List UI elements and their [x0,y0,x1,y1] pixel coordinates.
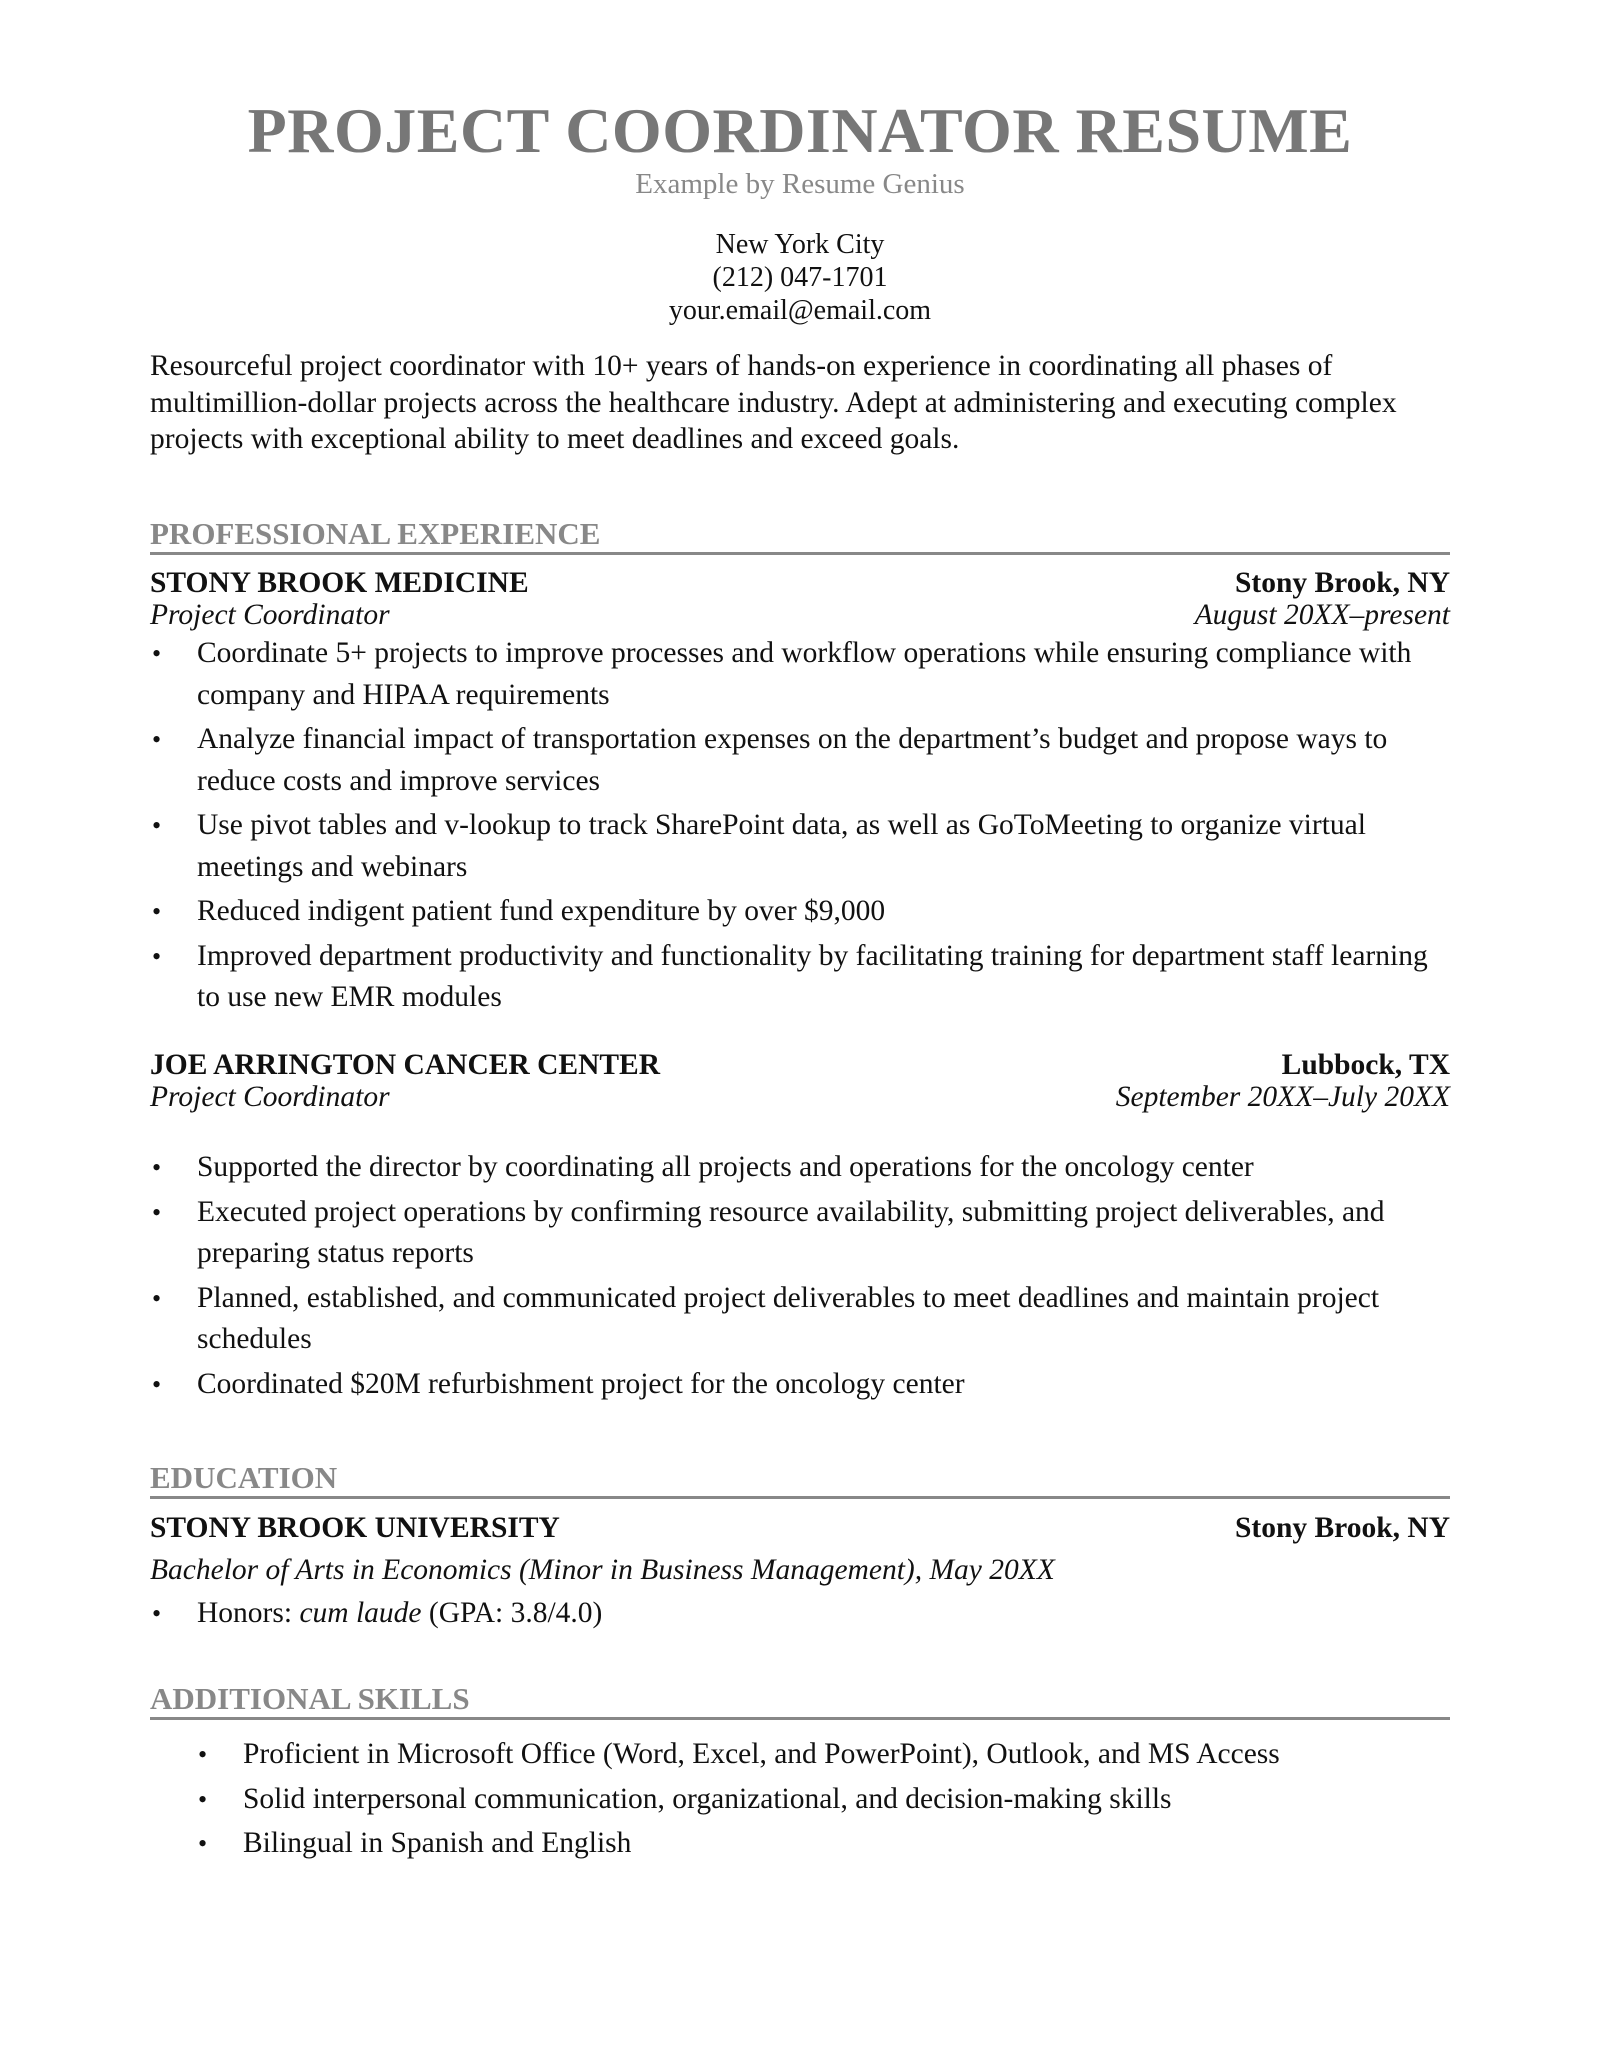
education-school: STONY BROOK UNIVERSITY [150,1512,560,1544]
contact-email: your.email@email.com [668,295,932,326]
list-item [150,1593,1450,1635]
bullet-icon: • [152,1599,162,1628]
list-item: • Use pivot tables and v-lookup to track SharePoint data, as well as GoToMeeting to organize virtual meetings and webinars [150,805,1450,888]
job-1-bullets [150,633,1450,1022]
bullet-icon: • [198,1784,208,1814]
summary-paragraph: Resourceful project coordinator with 10+ years of hands-on experience in coordinating all phases of multimillion-dollar projects across the healthcare industry. Adept at administering and executing complex projects with exceptional ability to meet deadlines and exceed goals. [150,350,1397,455]
job-1-dates: August 20XX–present [1194,599,1450,631]
bullet-icon: • [152,1369,162,1399]
honors-value: cum laude [299,1597,422,1629]
bullet-icon: • [198,1740,208,1769]
bullet-icon: • [152,1197,162,1227]
list-item: • Bilingual in Spanish and English [150,1823,1450,1865]
bullet-icon: • [152,1153,162,1182]
list-item: • Coordinated $20M refurbishment project for the oncology center [150,1364,1450,1406]
skills-heading: ADDITIONAL SKILLS [150,1681,1450,1720]
education-subheader [150,1553,1450,1587]
list-item: • Proficient in Microsoft Office (Word, Excel, and PowerPoint), Outlook, and MS Access [150,1734,1450,1776]
job-2-employer: JOE ARRINGTON CANCER CENTER [150,1049,661,1081]
job-2-subheader [150,1080,1450,1114]
honors-label: Honors: [197,1597,300,1629]
job-2-location: Lubbock, TX [1281,1049,1450,1081]
job-1-header [150,566,1450,600]
list-item: • Analyze financial impact of transportation expenses on the department’s budget and propose ways to reduce costs and improve services [150,719,1450,802]
education-header [150,1511,1450,1545]
bullet-icon: • [152,639,162,668]
job-1-employer: STONY BROOK MEDICINE [150,567,529,599]
list-item: • Reduced indigent patient fund expenditure by over $9,000 [150,891,1450,933]
honors-gpa: (GPA: 3.8/4.0) [421,1597,603,1629]
job-2-role: Project Coordinator [150,1081,390,1113]
list-item: • Solid interpersonal communication, organizational, and decision-making skills [150,1779,1450,1821]
list-item: • Improved department productivity and functionality by facilitating training for department staff learning to use new EMR modules [150,936,1450,1019]
skills-bullets [150,1734,1450,1868]
job-1-role: Project Coordinator [150,599,390,631]
job-1-subheader [150,598,1450,632]
bullet-icon: • [152,897,162,926]
list-item: • Supported the director by coordinating all projects and operations for the oncology center [150,1147,1450,1189]
job-1-location: Stony Brook, NY [1234,567,1450,599]
bullet-icon: • [152,1283,162,1313]
bullet-icon: • [152,725,162,754]
education-location: Stony Brook, NY [1234,1512,1450,1544]
list-item: • Executed project operations by confirming resource availability, submitting project deliverables, and preparing status reports [150,1192,1450,1275]
job-2-dates: September 20XX–July 20XX [1115,1081,1450,1113]
resume-title: PROJECT COORDINATOR RESUME [247,95,1353,166]
contact-phone: (212) 047-1701 [712,262,888,293]
education-heading: EDUCATION [150,1460,1450,1499]
contact-block [150,228,1450,327]
experience-heading: PROFESSIONAL EXPERIENCE [150,516,1450,555]
resume-subtitle: Example by Resume Genius [635,168,965,200]
bullet-icon: • [152,811,162,840]
resume-page [150,0,1450,2071]
education-bullets [150,1593,1450,1638]
bullet-icon: • [152,941,162,971]
contact-city: New York City [715,229,885,260]
list-item: • Planned, established, and communicated project deliverables to meet deadlines and maintain project schedules [150,1278,1450,1361]
list-item: • Coordinate 5+ projects to improve processes and workflow operations while ensuring compliance with company and HIPAA requirements [150,633,1450,716]
bullet-icon: • [198,1829,208,1858]
job-2-bullets [150,1147,1450,1408]
education-degree: Bachelor of Arts in Economics (Minor in Business Management), May 20XX [150,1554,1055,1586]
job-2-header [150,1048,1450,1082]
